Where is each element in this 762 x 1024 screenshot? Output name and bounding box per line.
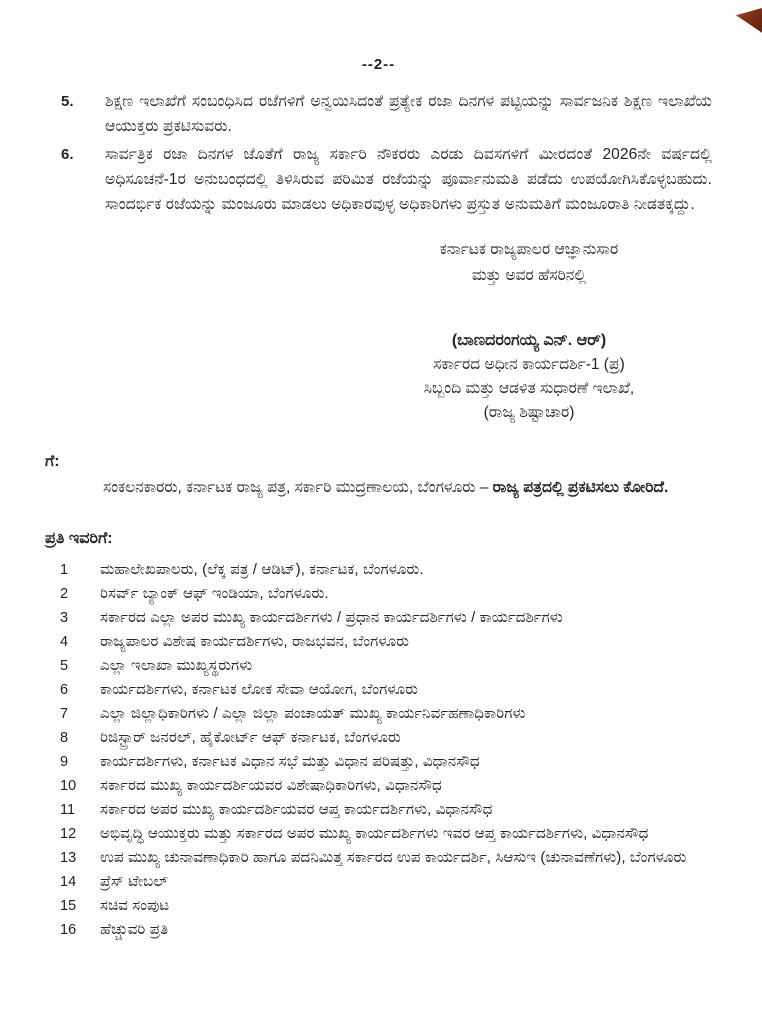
designation-line-2: ಸಿಬ್ಬಂದಿ ಮತ್ತು ಆಡಳಿತ ಸುಧಾರಣೆ ಇಲಾಖೆ,: [423, 380, 635, 397]
copy-list-item: [45, 726, 712, 750]
copy-item-text: ಅಭಿವೃದ್ಧಿ ಆಯುಕ್ತರು ಮತ್ತು ಸರ್ಕಾರದ ಅಪರ ಮುಖ್ಯ ಕಾರ್ಯದರ್ಶಿಗಳು ಇವರ ಆಪ್ತ ಕಾರ್ಯದರ್ಶಿಗಳು, ವಿಧಾನಸೌಧ: [100, 825, 649, 842]
copy-item-text: ಸರ್ಕಾರದ ಎಲ್ಲಾ ಅಪರ ಮುಖ್ಯ ಕಾರ್ಯದರ್ಶಿಗಳು / ಪ್ರಧಾನ ಕಾರ್ಯದರ್ಶಿಗಳು / ಕಾರ್ಯದರ್ಶಿಗಳು: [100, 609, 563, 626]
copy-list-item: [45, 870, 712, 894]
copy-item-text: ರಾಜ್ಯಪಾಲರ ವಿಶೇಷ ಕಾರ್ಯದರ್ಶಿಗಳು, ರಾಜಭವನ, ಬೆಂಗಳೂರು: [100, 633, 410, 650]
corner-fold-mark: [736, 8, 762, 34]
addressee-text-bold: ರಾಜ್ಯ ಪತ್ರದಲ್ಲಿ ಪ್ರಕಟಿಸಲು ಕೋರಿದೆ.: [492, 479, 669, 496]
copy-list-item: [45, 774, 712, 798]
copy-list-item: [45, 678, 712, 702]
copy-item-number: 16: [60, 922, 77, 938]
copy-item-text: ಉಪ ಮುಖ್ಯ ಚುನಾವಣಾಧಿಕಾರಿ ಹಾಗೂ ಪದನಿಮಿತ್ತ ಸರ್ಕಾರದ ಉಪ ಕಾರ್ಯದರ್ಶಿ, ಸಿಆಸುಇ (ಚುನಾವಣೆಗಳು), ಬೆಂಗಳೂರು: [100, 849, 687, 866]
copy-item-number: 15: [60, 898, 77, 914]
copy-list-item: [45, 558, 712, 582]
paragraph-text: ಸಾರ್ವತ್ರಿಕ ರಜಾ ದಿನಗಳ ಜೊತೆಗೆ ರಾಜ್ಯ ಸರ್ಕಾರಿ ನೌಕರರು ಎರಡು ದಿವಸಗಳಿಗೆ ಮೀರದಂತೆ 2026ನೇ ವರ್ಷದಲ್ಲಿ ಅಧಿಸೂಚನೆ-1ರ ಅನುಬಂಧದಲ್ಲಿ ತಿಳಿಸಿರುವ ಪರಿಮಿತ ರಜೆಯನ್ನು ಪೂರ್ವಾನುಮತಿ ಪಡೆದು ಉಪಯೋಗಿಸಿಕೊಳ್ಳಬಹುದು. ಸಾಂದರ್ಭಿಕ ರಜೆಯನ್ನು ಮಂಜೂರು ಮಾಡಲು ಅಧಿಕಾರವುಳ್ಳ ಅಧಿಕಾರಿಗಳು ಪ್ರಸ್ತುತ ಅನುಮತಿಗೆ ಮಂಜೂರಾತಿ ನೀಡತಕ್ಕದ್ದು.: [105, 146, 712, 213]
paragraph-number: 5.: [61, 93, 74, 110]
copy-item-text: ಮಹಾಲೇಖಪಾಲರು, (ಲೆಕ್ಕ ಪತ್ರ / ಆಡಿಟ್), ಕರ್ನಾಟಕ, ಬೆಂಗಳೂರು.: [100, 561, 424, 578]
copy-item-text: ರಿಜಿಸ್ಟ್ರಾರ್ ಜನರಲ್, ಹೈಕೋರ್ಟ್ ಆಫ್ ಕರ್ನಾಟಕ, ಬೆಂಗಳೂರು: [100, 729, 401, 746]
copy-item-text: ಎಲ್ಲಾ ಇಲಾಖಾ ಮುಖ್ಯಸ್ಥರುಗಳು: [100, 657, 253, 674]
addressee-section: [45, 451, 712, 500]
signature-authority: [364, 237, 694, 289]
copy-item-text: ಕಾರ್ಯದರ್ಶಿಗಳು, ಕರ್ನಾಟಕ ವಿಧಾನ ಸಭೆ ಮತ್ತು ವಿಧಾನ ಪರಿಷತ್ತು, ವಿಧಾನಸೌಧ: [100, 753, 480, 770]
copy-item-text: ಕಾರ್ಯದರ್ಶಿಗಳು, ಕರ್ನಾಟಕ ಲೋಕ ಸೇವಾ ಆಯೋಗ, ಬೆಂಗಳೂರು: [100, 681, 419, 698]
copy-item-text: ಸಚಿವ ಸಂಪುಟ: [100, 897, 170, 914]
copy-item-text: ಪ್ರೆಸ್ ಟೇಬಲ್: [100, 873, 168, 890]
body-paragraphs: [45, 89, 712, 217]
copy-list-item: [45, 846, 712, 870]
copy-item-number: 2: [60, 586, 69, 602]
copy-list-item: [45, 822, 712, 846]
copy-distribution-list: [45, 558, 712, 942]
signature-block: [364, 237, 694, 425]
paragraph-item-6: [45, 142, 712, 217]
copy-list-item: [45, 606, 712, 630]
copy-list-item: [45, 894, 712, 918]
paragraph-text: ಶಿಕ್ಷಣ ಇಲಾಖೆಗೆ ಸಂಬಂಧಿಸಿದ ರಜೆಗಳಿಗೆ ಅನ್ವಯಿಸಿದಂತೆ ಪ್ರತ್ಯೇಕ ರಜಾ ದಿನಗಳ ಪಟ್ಟಿಯನ್ನು ಸಾರ್ವಜನಿಕ ಶಿಕ್ಷಣ ಇಲಾಖೆಯ ಆಯುಕ್ತರು ಪ್ರಕಟಿಸುವರು.: [105, 93, 712, 135]
copy-item-text: ಸರ್ಕಾರದ ಮುಖ್ಯ ಕಾರ್ಯದರ್ಶಿಯವರ ವಿಶೇಷಾಧಿಕಾರಿಗಳು, ವಿಧಾನಸೌಧ: [100, 777, 442, 794]
copy-item-number: 7: [60, 706, 69, 722]
copy-list-item: [45, 918, 712, 942]
addressee-text: [45, 475, 712, 500]
authority-line-1: ಕರ್ನಾಟಕ ರಾಜ್ಯಪಾಲರ ಆಜ್ಞಾನುಸಾರ: [439, 241, 619, 258]
paragraph-number: 6.: [61, 146, 74, 163]
copy-item-number: 3: [60, 610, 69, 626]
copy-list-item: [45, 582, 712, 606]
paragraph-item-5: [45, 89, 712, 139]
addressee-label: ಗೆ:: [45, 453, 60, 470]
copy-item-number: 11: [60, 802, 76, 818]
copy-item-number: 1: [60, 562, 69, 578]
copy-item-number: 6: [60, 682, 69, 698]
copy-item-number: 14: [60, 874, 77, 890]
copy-item-number: 5: [60, 658, 69, 674]
addressee-text-normal: ಸಂಕಲನಕಾರರು, ಕರ್ನಾಟಕ ರಾಜ್ಯ ಪತ್ರ, ಸರ್ಕಾರಿ ಮುದ್ರಣಾಲಯ, ಬೆಂಗಳೂರು –: [103, 479, 493, 496]
copy-item-number: 12: [60, 826, 77, 842]
copy-list-item: [45, 654, 712, 678]
copy-item-number: 9: [60, 754, 69, 770]
signature-space: [364, 289, 694, 329]
copy-item-text: ಸರ್ಕಾರದ ಅಪರ ಮುಖ್ಯ ಕಾರ್ಯದರ್ಶಿಯವರ ಆಪ್ತ ಕಾರ್ಯದರ್ಶಿಗಳು, ವಿಧಾನಸೌಧ: [100, 801, 493, 818]
designation-line-3: (ರಾಜ್ಯ ಶಿಷ್ಟಾಚಾರ): [483, 404, 575, 421]
copy-item-number: 8: [60, 730, 69, 746]
designation-line-1: ಸರ್ಕಾರದ ಅಧೀನ ಕಾರ್ಯದರ್ಶಿ-1 (ಪ್ರ): [433, 356, 625, 373]
copy-item-number: 4: [60, 634, 69, 650]
copy-list-item: [45, 750, 712, 774]
authority-line-2: ಮತ್ತು ಅವರ ಹೆಸರಿನಲ್ಲಿ: [471, 267, 587, 284]
copy-list-item: [45, 798, 712, 822]
signatory-designation: [364, 353, 694, 425]
copy-item-text: ರಿಸರ್ವ್ ಬ್ಯಾಂಕ್ ಆಫ್ ಇಂಡಿಯಾ, ಬೆಂಗಳೂರು.: [100, 585, 329, 602]
copy-item-number: 13: [60, 850, 77, 866]
page-number: --2--: [361, 56, 396, 73]
copy-list-item: [45, 630, 712, 654]
signatory-name: (ಬಾಣದರಂಗಯ್ಯ ಎನ್. ಆರ್): [451, 332, 607, 349]
copy-item-text: ಹೆಚ್ಚುವರಿ ಪ್ರತಿ: [100, 921, 169, 938]
copy-to-heading: ಪ್ರತಿ ಇವರಿಗೆ:: [45, 530, 113, 547]
copy-item-text: ಎಲ್ಲಾ ಜಿಲ್ಲಾಧಿಕಾರಿಗಳು / ಎಲ್ಲಾ ಜಿಲ್ಲಾ ಪಂಚಾಯತ್ ಮುಖ್ಯ ಕಾರ್ಯನಿರ್ವಹಣಾಧಿಕಾರಿಗಳು: [100, 705, 526, 722]
copy-item-number: 10: [60, 778, 77, 794]
copy-list-item: [45, 702, 712, 726]
